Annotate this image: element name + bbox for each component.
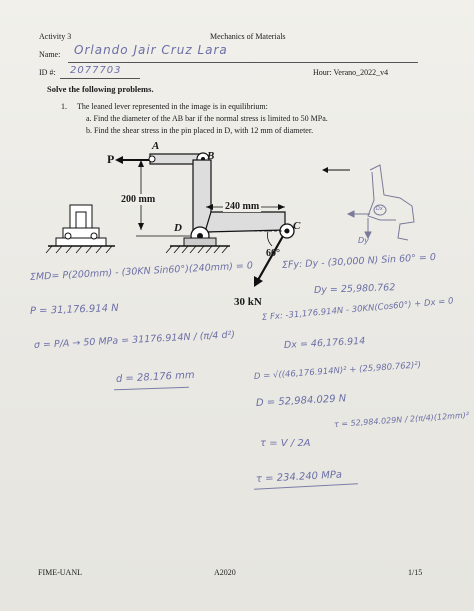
part-b: b. Find the shear stress in the pin placed in D, with 12 mm of diameter. bbox=[86, 126, 314, 135]
tau-equation-2: τ = 52,984.029N / 2(π/4)(12mm)² bbox=[333, 410, 470, 429]
sketch-dx: Dx bbox=[376, 206, 383, 212]
moment-equation: ΣMD= P(200mm) - (30KN Sin60°)(240mm) = 0 bbox=[29, 260, 254, 283]
load-label: 30 kN bbox=[234, 296, 262, 308]
hour-label: Hour: Verano_2022_v4 bbox=[313, 68, 389, 77]
label-D: D bbox=[174, 222, 182, 234]
instructions-heading: Solve the following problems. bbox=[47, 84, 154, 94]
problem-number: 1. bbox=[61, 102, 67, 111]
resultant-equation: D = √((46,176.914N)² + (25,980.762)²) bbox=[253, 360, 422, 382]
sigma-equation: σ = P/A → 50 MPa = 31176.914N / (π/4 d²) bbox=[33, 329, 236, 351]
page-number: 1/15 bbox=[408, 568, 423, 577]
label-P: P bbox=[107, 152, 115, 166]
name-label: Name: bbox=[39, 50, 61, 59]
dim-240mm: 240 mm bbox=[225, 201, 260, 212]
angle-label: 60° bbox=[266, 248, 280, 259]
id-label: ID #: bbox=[39, 68, 56, 77]
fx-equation: Σ Fx: -31,176.914N - 30KN(Cos60°) + Dx = 0 bbox=[261, 296, 454, 323]
footer-center: A2020 bbox=[214, 568, 236, 577]
footer-left: FIME-UANL bbox=[38, 568, 82, 577]
tau-equation-1: τ = V / 2A bbox=[260, 438, 311, 449]
tau-result: τ = 234.240 MPa bbox=[255, 469, 343, 485]
dx-value: Dx = 46,176.914 bbox=[283, 335, 366, 351]
dim-200mm: 200 mm bbox=[121, 194, 156, 205]
p-value: P = 31,176.914 N bbox=[29, 302, 119, 317]
sketch-dy: Dy bbox=[358, 236, 369, 245]
resultant-value: D = 52,984.029 N bbox=[255, 393, 347, 409]
name-value: Orlando Jair Cruz Lara bbox=[74, 43, 228, 57]
part-a: a. Find the diameter of the AB bar if the normal stress is limited to 50 MPa. bbox=[86, 114, 328, 123]
label-B: B bbox=[207, 150, 215, 162]
problem-statement: The leaned lever represented in the image is in equilibrium: bbox=[77, 102, 268, 111]
fy-equation: ΣFy: Dy - (30,000 N) Sin 60° = 0 bbox=[281, 251, 437, 271]
course-title: Mechanics of Materials bbox=[210, 32, 286, 41]
label-A: A bbox=[152, 140, 160, 152]
dy-value: Dy = 25,980.762 bbox=[313, 282, 396, 296]
diameter-result: d = 28.176 mm bbox=[115, 369, 195, 385]
id-value: 2077703 bbox=[70, 65, 122, 76]
activity-label: Activity 3 bbox=[39, 32, 72, 41]
label-C: C bbox=[293, 220, 301, 232]
